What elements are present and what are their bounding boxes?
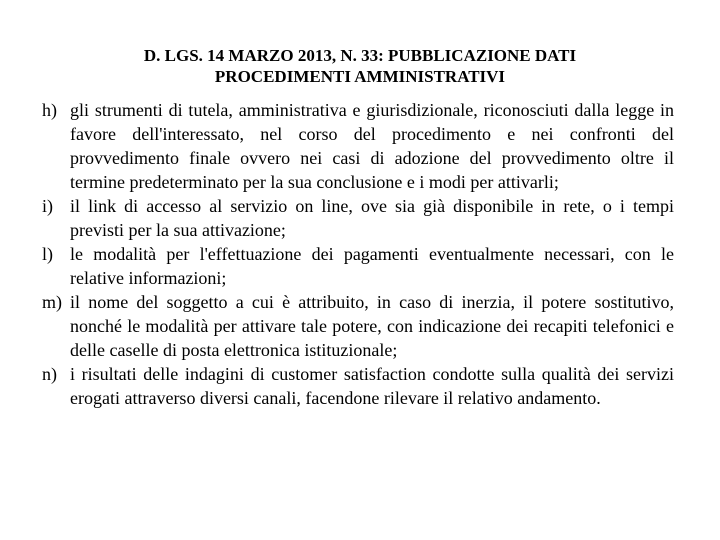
list-item-marker: n): [42, 364, 57, 384]
list-item-m: [42, 290, 674, 362]
list-item-marker: m): [42, 292, 62, 312]
title-line-2: PROCEDIMENTI AMMINISTRATIVI: [214, 67, 506, 86]
list-item-marker: i): [42, 196, 53, 216]
list-item-text: gli strumenti di tutela, amministrativa e giurisdizionale, riconosciuti dalla legge in favore dell'interessato, nel corso del procedimento e nei confronti del provvedimento finale ovvero nei casi di adozione del provvedimento oltre il termine predeterminato per la sua conclusione e i modi per attivarli;: [70, 100, 674, 192]
list-item-marker: l): [42, 244, 53, 264]
article-list: [42, 98, 674, 410]
list-item-n: [42, 362, 674, 410]
page-title: [60, 45, 660, 87]
list-item-text: il link di accesso al servizio on line, ove sia già disponibile in rete, o i tempi previsti per la sua attivazione;: [70, 196, 674, 240]
list-item-l: [42, 242, 674, 290]
list-item-text: i risultati delle indagini di customer satisfaction condotte sulla qualità dei servizi erogati attraverso diversi canali, facendone rilevare il relativo andamento.: [70, 364, 674, 408]
list-item-i: [42, 194, 674, 242]
title-line-1: D. LGS. 14 MARZO 2013, N. 33: PUBBLICAZIONE DATI: [143, 46, 577, 65]
list-item-text: il nome del soggetto a cui è attribuito, in caso di inerzia, il potere sostitutivo, nonché le modalità per attivare tale potere, con indicazione dei recapiti telefonici e delle caselle di posta elettronica istituzionale;: [70, 292, 674, 360]
list-item-h: [42, 98, 674, 194]
list-item-marker: h): [42, 100, 57, 120]
list-item-text: le modalità per l'effettuazione dei pagamenti eventualmente necessari, con le relative informazioni;: [70, 244, 674, 288]
